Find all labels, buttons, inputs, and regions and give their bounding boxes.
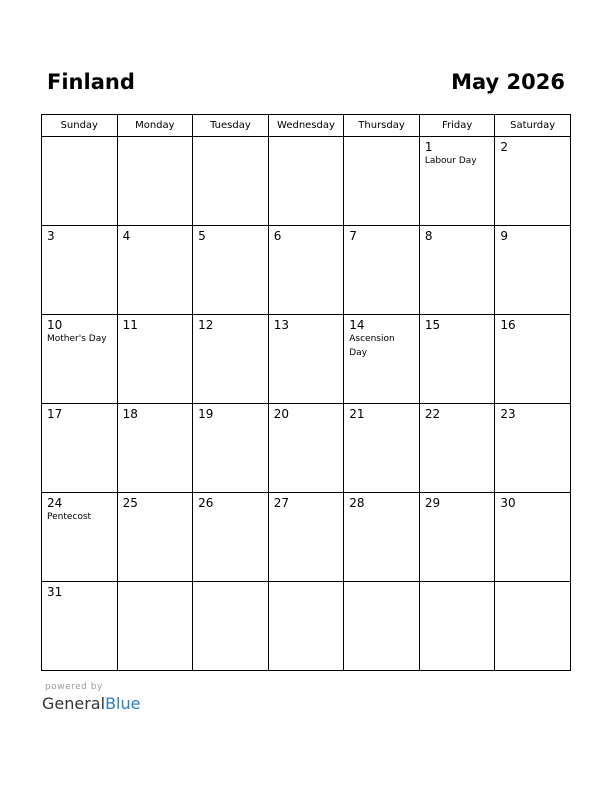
day-cell [495, 137, 571, 226]
day-number: 19 [198, 407, 214, 421]
day-cell [495, 493, 571, 582]
day-number: 9 [500, 229, 509, 243]
day-number: 27 [273, 496, 289, 510]
day-cell [495, 315, 571, 404]
day-number: 26 [198, 496, 214, 510]
day-cell [42, 493, 118, 582]
day-cell [495, 226, 571, 315]
day-cell [42, 315, 118, 404]
day-number: 7 [349, 229, 357, 243]
day-number: 22 [424, 407, 441, 421]
day-number: 5 [198, 229, 206, 243]
day-number: 14 [349, 318, 365, 332]
day-number: 20 [273, 407, 289, 421]
day-cell [42, 226, 118, 315]
day-cell [117, 315, 193, 404]
day-number: 13 [273, 318, 289, 332]
day-number: 2 [500, 140, 509, 154]
country-title: Finland [47, 70, 135, 94]
day-number: 18 [122, 407, 138, 421]
weekday-thursday: Thursday [344, 115, 420, 137]
day-cell [344, 315, 420, 404]
day-cell [419, 226, 495, 315]
day-cell [268, 404, 344, 493]
day-cell [193, 226, 269, 315]
day-number: 8 [424, 229, 433, 243]
day-cell [344, 137, 420, 226]
day-cell [268, 315, 344, 404]
day-number: 1 [424, 140, 433, 154]
day-number: 3 [47, 229, 55, 243]
week-row [42, 137, 571, 226]
weekday-sunday: Sunday [42, 115, 118, 137]
day-number: 10 [47, 318, 63, 332]
holiday-label: Ascension Day [349, 334, 395, 358]
day-number: 30 [500, 496, 516, 510]
day-cell [42, 137, 118, 226]
day-cell [419, 404, 495, 493]
day-cell [419, 582, 495, 671]
holiday-label: Pentecost [47, 512, 92, 522]
day-number: 24 [47, 496, 63, 510]
day-cell [193, 137, 269, 226]
month-year-title: May 2026 [451, 70, 565, 94]
day-number: 29 [424, 496, 441, 510]
brand-general-text: General [42, 694, 106, 713]
calendar-grid [41, 114, 571, 671]
day-cell [419, 493, 495, 582]
day-cell [419, 315, 495, 404]
weekday-saturday: Saturday [495, 115, 571, 137]
day-cell [344, 493, 420, 582]
day-cell [193, 493, 269, 582]
week-row [42, 404, 571, 493]
generalblue-logo [42, 694, 140, 713]
day-number: 21 [349, 407, 365, 421]
day-cell [117, 137, 193, 226]
day-number: 31 [47, 585, 63, 599]
day-cell [117, 404, 193, 493]
day-number: 28 [349, 496, 365, 510]
day-cell [42, 404, 118, 493]
weekday-monday: Monday [117, 115, 193, 137]
day-cell [117, 493, 193, 582]
day-cell [117, 226, 193, 315]
weekday-wednesday: Wednesday [268, 115, 344, 137]
day-cell [419, 137, 495, 226]
day-cell [193, 404, 269, 493]
day-cell [344, 226, 420, 315]
day-cell [268, 137, 344, 226]
week-row [42, 315, 571, 404]
day-cell [268, 493, 344, 582]
weekday-header-row [42, 115, 571, 137]
day-cell [268, 582, 344, 671]
day-number: 11 [122, 318, 138, 332]
day-cell [344, 582, 420, 671]
day-number: 23 [500, 407, 516, 421]
day-cell [344, 404, 420, 493]
day-number: 15 [424, 318, 441, 332]
day-cell [117, 582, 193, 671]
day-cell [268, 226, 344, 315]
week-row [42, 493, 571, 582]
holiday-label: Mother's Day [47, 334, 107, 344]
day-number: 6 [273, 229, 282, 243]
weekday-tuesday: Tuesday [193, 115, 269, 137]
day-cell [193, 582, 269, 671]
day-number: 16 [500, 318, 516, 332]
day-number: 12 [198, 318, 214, 332]
day-cell [495, 404, 571, 493]
day-number: 17 [47, 407, 63, 421]
week-row [42, 226, 571, 315]
holiday-label: Labour Day [424, 156, 477, 166]
day-cell [193, 315, 269, 404]
day-number: 4 [122, 229, 131, 243]
powered-by-label: powered by [45, 682, 103, 692]
weekday-friday: Friday [419, 115, 495, 137]
day-number: 25 [122, 496, 138, 510]
day-cell [42, 582, 118, 671]
day-cell [495, 582, 571, 671]
week-row [42, 582, 571, 671]
brand-blue-text: Blue [105, 694, 141, 713]
